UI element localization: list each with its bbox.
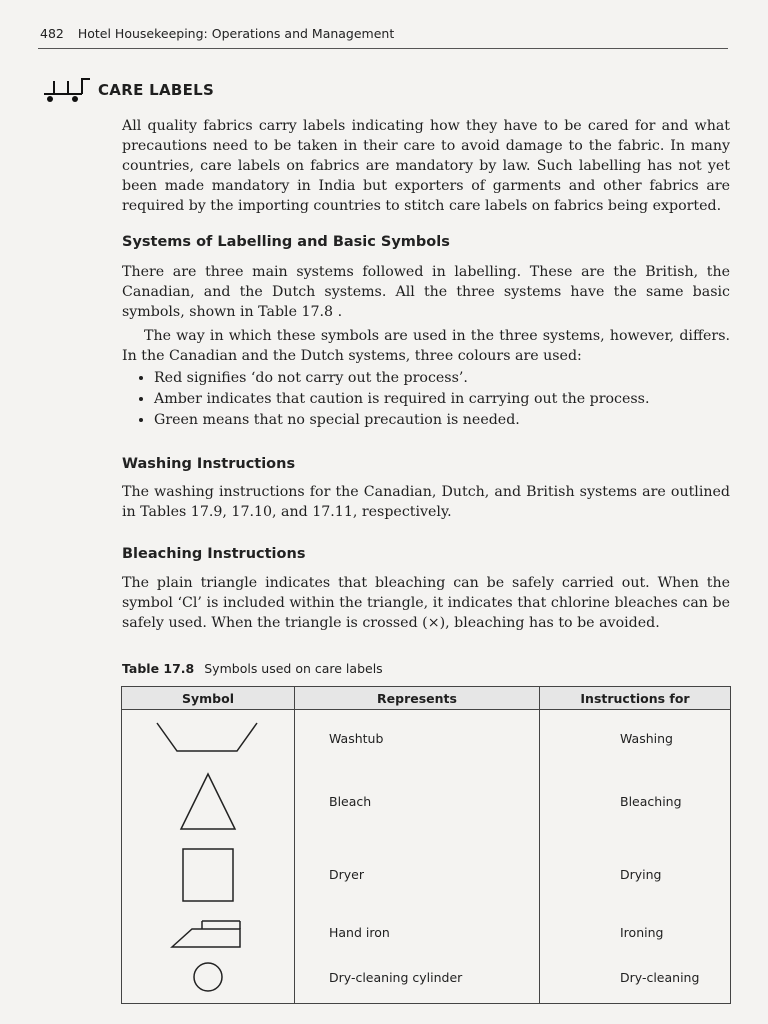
column-header-instructions: Instructions for [540,687,731,710]
table-caption-text: Symbols used on care labels [204,661,383,676]
colour-bullet-list [122,368,730,431]
symbol-cell [122,914,295,952]
instructions-cell: Drying [540,836,731,914]
instructions-cell: Washing [540,710,731,768]
table-row [122,768,731,836]
table-row [122,836,731,914]
bleaching-body [122,573,730,633]
symbol-cell [122,836,295,914]
page-number: 482 [40,26,64,41]
washing-block [122,456,730,472]
section-heading [42,76,214,104]
running-head [40,26,394,41]
systems-body-2 [122,326,730,431]
hand-iron-icon [168,915,248,951]
represents-cell: Dry-cleaning cylinder [295,952,540,1004]
bleaching-block [122,546,730,562]
systems-block [122,234,730,250]
table-caption [122,661,383,676]
intro-paragraph: All quality fabrics carry labels indicating how they have to be cared for and what precautions need to be taken in their care to avoid damage to the fabric. In many countries, care labels on fabrics are mandatory by law. Such labelling has not yet been made mandatory in India but exporters of garments and other fabrics are required by the importing countries to stitch care labels on fabrics being exported. [122,118,730,214]
triangle-icon [178,771,238,833]
instructions-cell: Dry-cleaning [540,952,731,1004]
systems-body [122,262,730,322]
book-title: Hotel Housekeeping: Operations and Management [77,26,395,41]
represents-cell: Dryer [295,836,540,914]
list-item: • Green means that no special precaution is needed. [154,410,730,431]
instructions-cell: Bleaching [540,768,731,836]
care-symbols-table [121,686,731,1004]
systems-paragraph-2: The way in which these symbols are used in the three systems, however, differs. In the Canadian and the Dutch systems, three colours are used: [122,328,730,364]
column-header-represents: Represents [295,687,540,710]
represents-cell: Bleach [295,768,540,836]
systems-paragraph-1: There are three main systems followed in labelling. These are the British, the Canadian, and the Dutch systems. All the three systems have the same basic symbols, shown in Table 17.8 . [122,264,730,320]
symbol-cell [122,952,295,1004]
list-item: • Red signifies ‘do not carry out the process’. [154,368,730,389]
bleaching-heading: Bleaching Instructions [122,546,306,562]
table-number: Table 17.8 [122,661,195,676]
instructions-cell: Ironing [540,914,731,952]
symbol-cell [122,710,295,768]
circle-icon [190,959,226,995]
washing-body [122,482,730,522]
table-header-row [122,687,731,710]
column-header-symbol: Symbol [122,687,295,710]
systems-heading: Systems of Labelling and Basic Symbols [122,234,450,250]
header-rule [38,48,728,49]
represents-cell: Washtub [295,710,540,768]
square-icon [180,846,236,904]
intro-block [122,116,730,216]
table-row [122,952,731,1004]
represents-cell: Hand iron [295,914,540,952]
symbol-cell [122,768,295,836]
table-row [122,710,731,768]
washing-paragraph: The washing instructions for the Canadian, Dutch, and British systems are outlined in Tables 17.9, 17.10, and 17.11, respectively. [122,484,730,520]
washtub-icon [153,719,263,759]
list-item: • Amber indicates that caution is required in carrying out the process. [154,389,730,410]
washing-heading: Washing Instructions [122,456,296,472]
section-marker-icon [42,76,92,104]
section-title: CARE LABELS [98,81,215,99]
table-row [122,914,731,952]
bleaching-paragraph: The plain triangle indicates that bleaching can be safely carried out. When the symbol ‘Cl’ is included within the triangle, it indicates that chlorine bleaches can be safely used. When the triangle is crossed (×), bleaching has to be avoided. [122,575,730,631]
